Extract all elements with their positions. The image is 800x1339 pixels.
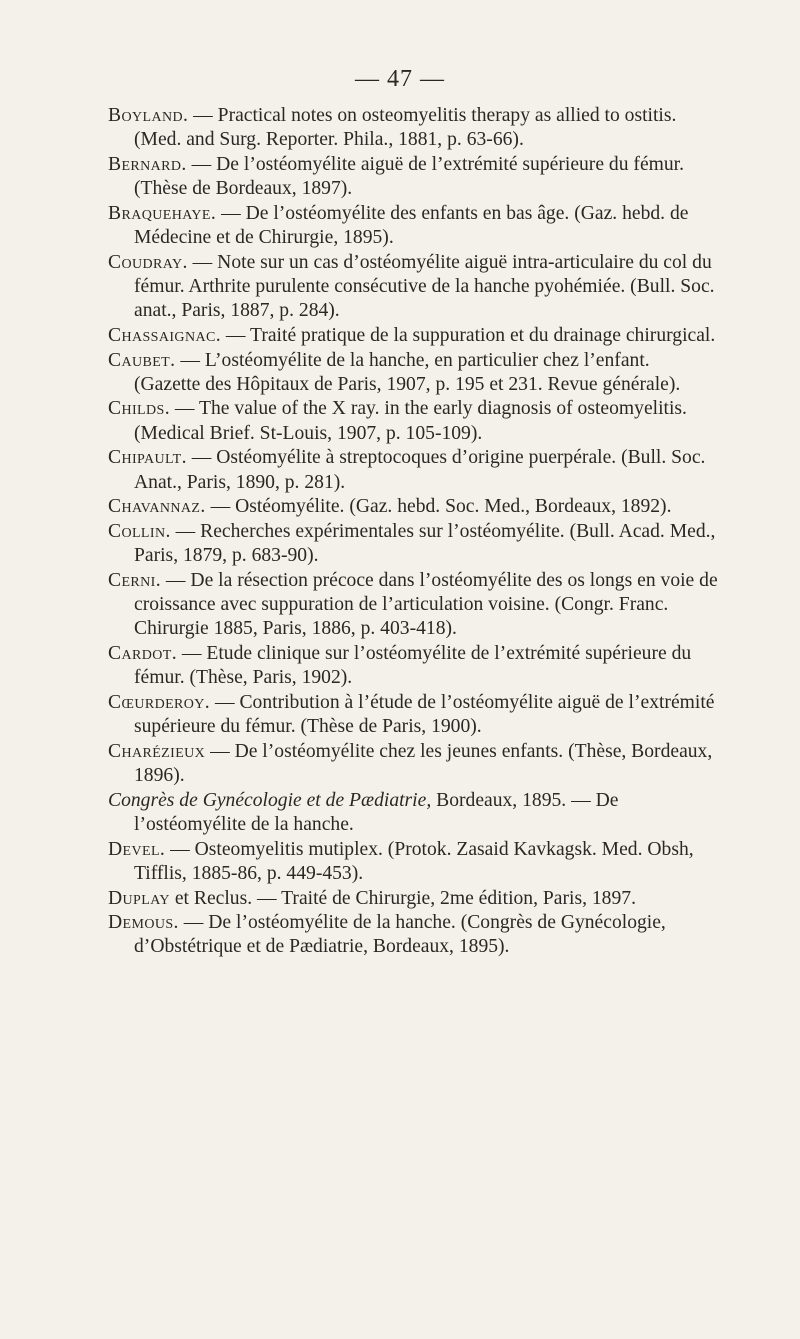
entry-author: Childs. bbox=[108, 398, 170, 420]
entry-author: Braquehaye. bbox=[108, 202, 217, 224]
bibliography-entry bbox=[108, 397, 718, 445]
entry-author: Cardot. bbox=[108, 642, 177, 664]
entry-author: Collin. bbox=[108, 520, 171, 542]
bibliography-entry bbox=[108, 911, 718, 959]
entry-text: et Reclus. — Traité de Chirurgie, 2me édition, Paris, 1897. bbox=[169, 887, 636, 909]
entry-text: Bordeaux, 1895. — De l’ostéomyélite de la hanche. bbox=[134, 789, 619, 835]
entry-author: Cerni. bbox=[108, 569, 162, 591]
entry-text: — Etude clinique sur l’ostéomyélite de l’extrémité supérieure du fémur. (Thèse, Paris, 1902). bbox=[134, 642, 692, 689]
bibliography-list bbox=[108, 104, 718, 960]
entry-author: Cœurderoy. bbox=[108, 691, 211, 713]
bibliography-entry bbox=[108, 495, 718, 519]
entry-text: — Ostéomyélite. (Gaz. hebd. Soc. Med., Bordeaux, 1892). bbox=[205, 496, 672, 518]
entry-text: — Contribution à l’étude de l’ostéomyélite aiguë de l’extrémité supérieure du fémur. (Thèse de Paris, 1900). bbox=[134, 691, 715, 738]
bibliography-entry bbox=[108, 446, 718, 494]
bibliography-entry bbox=[108, 691, 718, 739]
bibliography-entry bbox=[108, 349, 718, 397]
entry-author: Chavannaz. bbox=[108, 496, 206, 518]
bibliography-entry bbox=[108, 202, 718, 250]
entry-author: Duplay bbox=[108, 887, 170, 909]
bibliography-entry bbox=[108, 887, 718, 911]
bibliography-entry bbox=[108, 740, 718, 788]
entry-text: — L’ostéomyélite de la hanche, en particulier chez l’enfant. (Gazette des Hôpitaux de Paris, 1907, p. 195 et 231. Revue générale). bbox=[134, 349, 681, 395]
entry-text: — Traité pratique de la suppuration et du drainage chirurgical. bbox=[221, 324, 716, 346]
entry-author: Charézieux bbox=[108, 740, 206, 762]
bibliography-entry bbox=[108, 789, 718, 837]
entry-text: — De la résection précoce dans l’ostéomyélite des os longs en voie de croissance avec suppuration de l’articulation voisine. (Congr. Franc. Chirurgie 1885, Paris, 1886, p. 403-418). bbox=[134, 569, 718, 640]
entry-text: — The value of the X ray. in the early diagnosis of osteomyelitis. (Medical Brief. St-Louis, 1907, p. 105-109). bbox=[134, 398, 687, 444]
bibliography-entry bbox=[108, 569, 718, 642]
bibliography-entry bbox=[108, 104, 718, 152]
entry-text: — Osteomyelitis mutiplex. (Protok. Zasaid Kavkagsk. Med. Obsh, Tifflis, 1885-86, p. 449-453). bbox=[134, 838, 694, 884]
bibliography-entry bbox=[108, 838, 718, 886]
entry-text: — Note sur un cas d’ostéomyélite aiguë intra-articulaire du col du fémur. Arthrite purulente consécutive de la hanche pyohémiée. (Bull. Soc. anat., Paris, 1887, p. 284). bbox=[134, 251, 715, 322]
entry-author: Chipault. bbox=[108, 447, 187, 469]
bibliography-entry bbox=[108, 520, 718, 568]
entry-text: — Recherches expérimentales sur l’ostéomyélite. (Bull. Acad. Med., Paris, 1879, p. 683-90). bbox=[134, 520, 716, 567]
entry-text: — Practical notes on osteomyelitis therapy as allied to ostitis. (Med. and Surg. Reporter. Phila., 1881, p. 63-66). bbox=[134, 105, 677, 151]
page-number: — 47 — bbox=[355, 66, 445, 92]
entry-text: — De l’ostéomyélite chez les jeunes enfants. (Thèse, Bordeaux, 1896). bbox=[134, 740, 713, 786]
bibliography-entry bbox=[108, 324, 718, 348]
bibliography-entry bbox=[108, 153, 718, 201]
entry-text: — De l’ostéomyélite des enfants en bas âge. (Gaz. hebd. de Médecine et de Chirurgie, 1895). bbox=[134, 202, 689, 249]
entry-author: Bernard. bbox=[108, 153, 187, 175]
entry-author: Devel. bbox=[108, 838, 166, 860]
entry-text: — Ostéomyélite à streptocoques d’origine puerpérale. (Bull. Soc. Anat., Paris, 1890, p. 281). bbox=[134, 447, 706, 493]
bibliography-entry bbox=[108, 251, 718, 324]
entry-author: Chassaignac. bbox=[108, 324, 222, 346]
entry-text: — De l’ostéomyélite de la hanche. (Congrès de Gynécologie, d’Obstétrique et de Pædiatrie, Bordeaux, 1895). bbox=[134, 912, 666, 958]
entry-author: Demous. bbox=[108, 912, 179, 934]
bibliography-entry bbox=[108, 642, 718, 690]
entry-text: — De l’ostéomyélite aiguë de l’extrémité supérieure du fémur. (Thèse de Bordeaux, 1897). bbox=[134, 153, 685, 200]
entry-author: Coudray. bbox=[108, 251, 188, 273]
entry-author: Boyland. bbox=[108, 105, 189, 126]
entry-italic-title: Congrès de Gynécologie et de Pædiatrie, bbox=[108, 789, 432, 811]
entry-author: Caubet. bbox=[108, 349, 176, 371]
